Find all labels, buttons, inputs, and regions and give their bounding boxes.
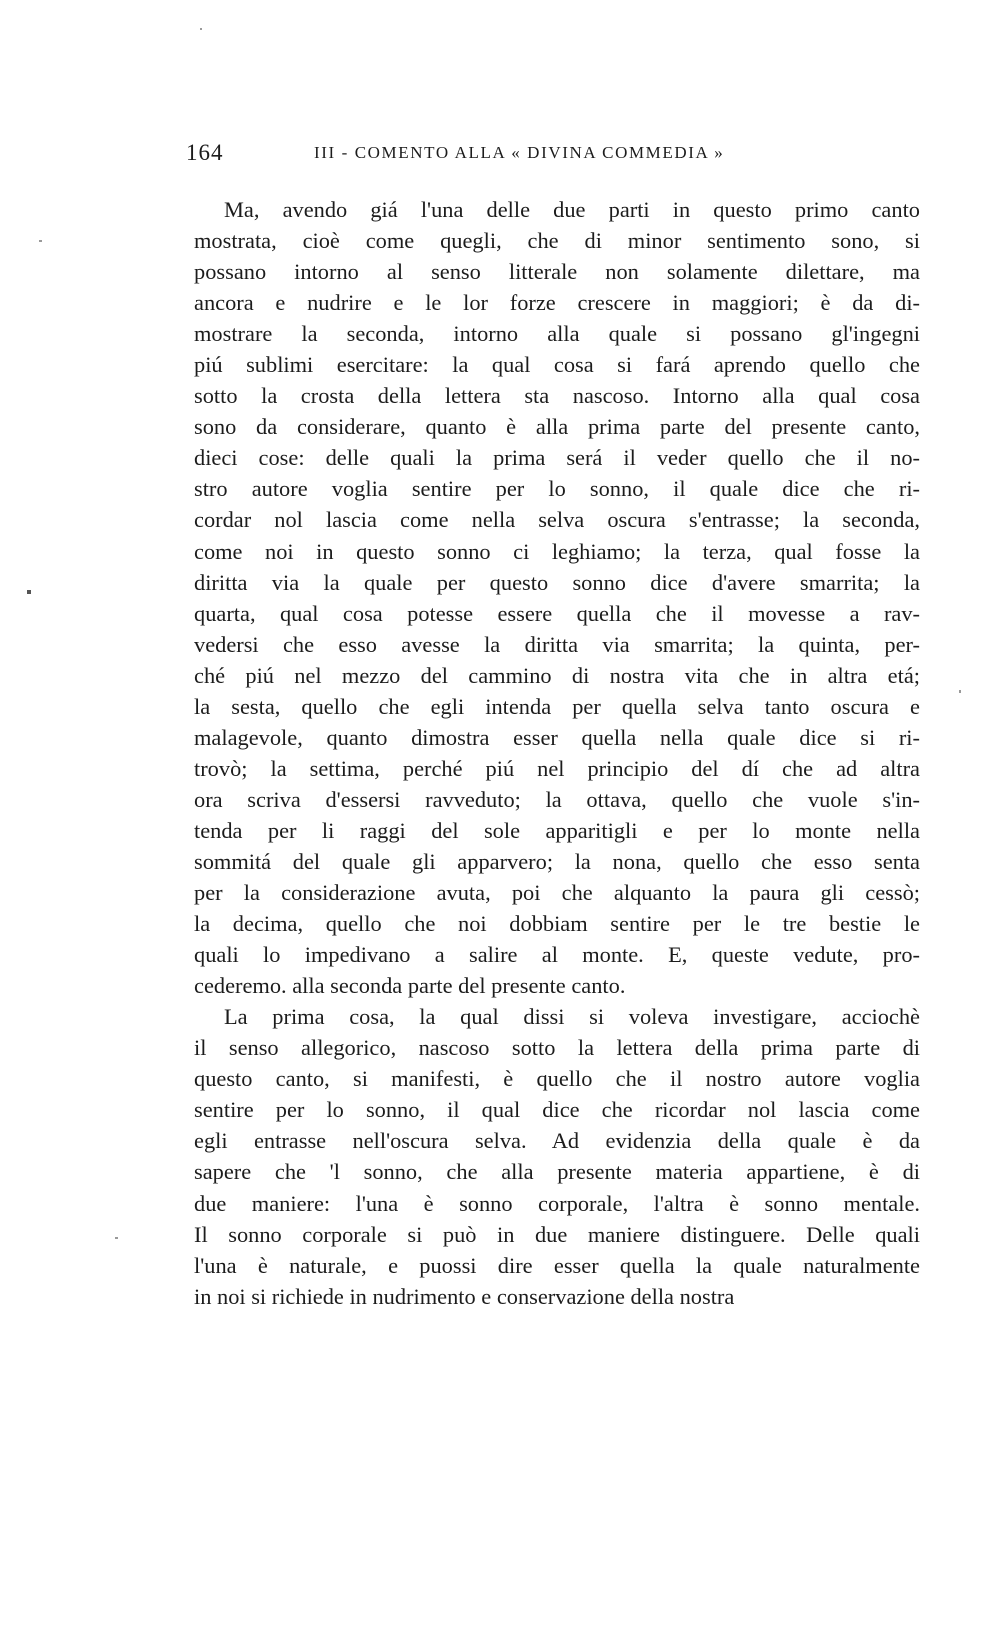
text-line: possano intorno al senso litterale non solamente dilettare, ma xyxy=(194,259,920,285)
text-line: trovò; la settima, perché piú nel principio del dí che ad altra xyxy=(194,755,920,781)
text-line: sono da considerare, quanto è alla prima parte del presente canto, xyxy=(194,414,920,440)
text-line: vedersi che esso avesse la diritta via smarrita; la quinta, per- xyxy=(194,631,920,657)
scan-speck xyxy=(959,690,961,693)
text-line: stro autore voglia sentire per lo sonno, il quale dice che ri- xyxy=(194,476,920,502)
paragraph xyxy=(194,1001,920,1311)
text-line: malagevole, quanto dimostra esser quella nella quale dice si ri- xyxy=(194,724,920,750)
scan-speck xyxy=(39,240,42,242)
text-line: sommitá del quale gli apparvero; la nona, quello che esso senta xyxy=(194,848,920,874)
text-line: piú sublimi esercitare: la qual cosa si fará aprendo quello che xyxy=(194,352,920,378)
text-line: questo canto, si manifesti, è quello che il nostro autore voglia xyxy=(194,1066,920,1092)
text-line: ora scriva d'essersi ravveduto; la ottava, quello che vuole s'in- xyxy=(194,786,920,812)
text-line: il senso allegorico, nascoso sotto la lettera della prima parte di xyxy=(194,1035,920,1061)
text-line: mostrare la seconda, intorno alla quale si possano gl'ingegni xyxy=(194,321,920,347)
text-line: sotto la crosta della lettera sta nascoso. Intorno alla qual cosa xyxy=(194,383,920,409)
text-line: la decima, quello che noi dobbiam sentire per le tre bestie le xyxy=(194,911,920,937)
text-line: La prima cosa, la qual dissi si voleva investigare, acciochè xyxy=(224,1004,920,1030)
text-line: sentire per lo sonno, il qual dice che ricordar nol lascia come xyxy=(194,1097,920,1123)
scan-speck xyxy=(200,28,202,30)
body-text xyxy=(194,194,920,1312)
scan-speck xyxy=(27,590,31,594)
page-number: 164 xyxy=(186,140,224,165)
paragraph xyxy=(194,194,920,1001)
text-line: cordar nol lascia come nella selva oscura s'entrasse; la seconda, xyxy=(194,507,920,533)
text-line: Ma, avendo giá l'una delle due parti in questo primo canto xyxy=(224,197,920,222)
text-line: Il sonno corporale si può in due maniere distinguere. Delle quali xyxy=(194,1221,920,1247)
scan-speck xyxy=(115,1237,118,1239)
text-line: sapere che 'l sonno, che alla presente materia appartiene, è di xyxy=(194,1159,920,1185)
running-title: III - COMENTO ALLA « DIVINA COMMEDIA » xyxy=(314,143,725,162)
text-line: quarta, qual cosa potesse essere quella che il movesse a rav- xyxy=(194,600,920,626)
text-line: l'una è naturale, e puossi dire esser quella la quale naturalmente xyxy=(194,1252,920,1278)
text-line: diritta via la quale per questo sonno dice d'avere smarrita; la xyxy=(194,569,920,595)
page-header xyxy=(186,140,796,180)
text-line: dieci cose: delle quali la prima será il veder quello che il no- xyxy=(194,445,920,471)
text-line: in noi si richiede in nudrimento e conservazione della nostra xyxy=(194,1283,735,1309)
text-line: ancora e nudrire e le lor forze crescere in maggiori; è da di- xyxy=(194,290,920,316)
text-line: egli entrasse nell'oscura selva. Ad evidenzia della quale è da xyxy=(194,1128,920,1154)
text-line: la sesta, quello che egli intenda per quella selva tanto oscura e xyxy=(194,693,920,719)
text-line: quali lo impedivano a salire al monte. E, queste vedute, pro- xyxy=(194,942,920,968)
text-line: come noi in questo sonno ci leghiamo; la terza, qual fosse la xyxy=(194,538,920,564)
text-line: ché piú nel mezzo del cammino di nostra vita che in altra etá; xyxy=(194,662,920,688)
text-line: tenda per li raggi del sole apparitigli e per lo monte nella xyxy=(194,817,920,843)
text-line: per la considerazione avuta, poi che alquanto la paura gli cessò; xyxy=(194,880,920,906)
text-line: due maniere: l'una è sonno corporale, l'altra è sonno mentale. xyxy=(194,1190,920,1216)
text-line: mostrata, cioè come quegli, che di minor sentimento sono, si xyxy=(194,228,920,254)
text-line: cederemo. alla seconda parte del presente canto. xyxy=(194,973,626,999)
